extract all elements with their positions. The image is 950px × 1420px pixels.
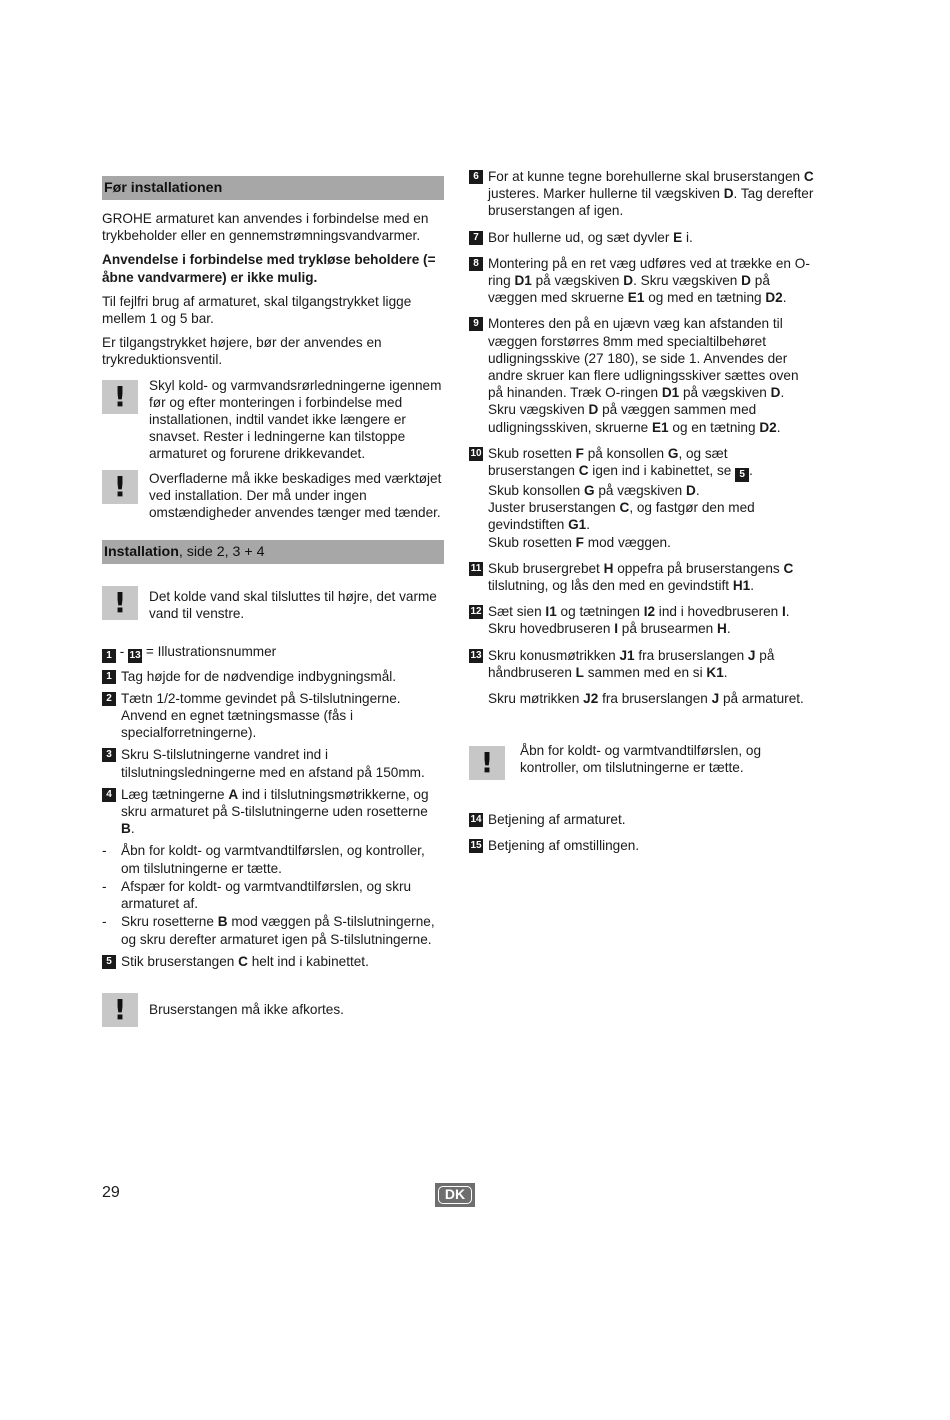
step-text: Skru konusmøtrikken J1 fra bruserslangen J på håndbruseren L sammen med en si K1. [488,647,775,680]
warning-icon: ! [102,470,138,504]
warning-text: Skyl kold- og varmvandsrørledningerne igennem før og efter monteringen i forbindelse med installationen, indtil vandet ikke længere er snavset. Rester i ledningerne kan tilstoppe armaturet og forurene drikkevandet. [149,377,442,462]
step-15 [469,837,814,854]
step-text: Skub rosetten F på konsollen G, og sæt bruserstangen C igen ind i kabinettet, se 5 . Skub konsollen G på vægskiven D. Juster bruserstangen C, og fastgør den med gevindstiften G1. Skub rosetten F mod væggen. [488,445,755,550]
step-number-badge: 4 [102,788,116,802]
step-1 [102,668,444,685]
step-number-badge: 6 [469,170,483,184]
step-text: Bor hullerne ud, og sæt dyvler E i. [488,229,693,245]
step-text: Betjening af omstillingen. [488,838,640,854]
step-number-badge: 14 [470,814,482,826]
step-number-badge: 13 [129,649,141,661]
step-2 [102,690,444,742]
step-text: Læg tætningerne A ind i tilslutningsmøtrikkerne, og skru armaturet på S-tilslutningerne uden rosetterne B. [121,786,429,837]
dash-item-open-check: - Åbn for koldt- og varmtvandtilførslen, og kontroller, om tilslutningerne er tætte. [102,843,425,876]
step-text: For at kunne tegne borehullerne skal bruserstangen C justeres. Marker hullerne til vægskiven D. Tag derefter bruserstangen af igen. [488,169,814,219]
step-number-badge: 3 [102,748,116,762]
step-text: Sæt sien I1 og tætningen I2 ind i hovedbruseren I. Skru hovedbruseren I på brusearmen H. [488,604,790,637]
step-text: Skru S-tilslutningerne vandret ind i tilslutningsledningerne med en afstand på 150mm. [121,747,425,780]
warning-text: Det kolde vand skal tilsluttes til højre, det varme vand til venstre. [149,589,437,622]
intro-paragraph: GROHE armaturet kan anvendes i forbindelse med en trykbeholder eller en gennemstrømningsvandvarmer. [102,211,429,244]
pressure-reducer-paragraph: Er tilgangstrykket højere, bør der anvendes en trykreduktionsventil. [102,335,382,368]
step-3 [102,746,444,780]
step-number-badge: 11 [470,562,482,574]
step-number-badge: 1 [102,670,116,684]
step-10 [469,445,814,551]
dash-item-shut-off: - Afspær for koldt- og varmtvandtilførslen, og skru armaturet af. [102,878,412,912]
warning-flush-pipes [102,377,444,463]
warning-icon: ! [102,586,138,620]
pressure-range-paragraph: Til fejlfri brug af armaturet, skal tilgangstrykket ligge mellem 1 og 5 bar. [102,293,412,327]
step-number-badge: 1 [102,649,116,663]
warning-text: Overfladerne må ikke beskadiges med værktøjet ved installation. Der må under ingen omstændigheder anvendes tænger med tænder. [149,470,442,521]
warning-text: Åbn for koldt- og varmtvandtilførslen, og kontroller, om tilslutningerne er tætte. [520,743,762,776]
warning-no-shortening [102,993,444,1029]
step-text: Betjening af armaturet. [488,812,626,828]
warning-text: Bruserstangen må ikke afkortes. [149,1001,344,1017]
language-badge [435,1183,475,1207]
illustration-legend: 1 - 13 = Illustrationsnummer [102,643,444,663]
step-reference-badge: 5 [735,468,749,482]
section-title: Installation [104,544,179,561]
warning-check-tight [469,742,814,778]
step-number-badge: 7 [469,231,483,245]
warning-icon: ! [102,380,138,414]
page-number: 29 [102,1184,120,1201]
section-title: Før installationen [104,180,223,196]
left-column [102,176,444,1029]
step-7 [469,229,814,246]
step-text: Tag højde for de nødvendige indbygningsmål. [121,668,397,684]
step-6 [469,168,814,220]
step-8 [469,255,814,307]
dash-item-rosettes: - Skru rosetterne B mod væggen på S-tilslutningerne, og skru derefter armaturet igen på S-tilslutningerne. [102,914,435,947]
step-text: Skub brusergrebet H oppefra på bruserstangens C tilslutning, og lås den med en gevindstift H1. [488,560,794,594]
step-text: Montering på en ret væg udføres ved at trække en O-ring D1 på vægskiven D. Skru vægskiven D på væggen med skruerne E1 og med en tætning D2. [488,255,810,306]
step-text: Monteres den på en ujævn væg kan afstanden til væggen forstørres 8mm med specialtilbehøret udligningsskive (27 180), se side 1. Anvendes der andre skruer kan flere udligningsskiver sættes oven på hinanden. Træk O-ringen D1 på vægskiven D. Skru vægskiven D på væggen sammen med udligningsskiven, skruerne E1 og en tætning D2. [488,316,799,435]
step-9 [469,315,814,435]
step-text: Tætn 1/2-tomme gevindet på S-tilslutningerne. Anvend en egnet tætningsmasse (fås i specialforretningerne). [121,690,401,741]
step-5 [102,953,444,970]
right-column [469,168,814,860]
step-13 [469,647,814,681]
warning-surfaces [102,470,444,522]
warning-icon: ! [102,993,138,1027]
step-14 [469,811,814,828]
section-subtitle: , side 2, 3 + 4 [178,544,265,561]
warning-cold-hot [102,584,444,622]
step-11 [469,560,814,594]
step-4 [102,786,444,838]
language-code: DK [438,1186,472,1204]
step-13-continuation: Skru møtrikken J2 fra bruserslangen J på armaturet. [488,691,804,707]
step-number-badge: 15 [470,840,482,852]
warning-icon: ! [469,746,505,780]
step-number-badge: 8 [469,257,483,271]
dash-text: Afspær for koldt- og varmtvandtilførslen, og skru armaturet af. [121,878,412,912]
step-number-badge: 5 [102,955,116,969]
step-number-badge: 2 [102,692,116,706]
section-header-installation [102,540,444,564]
section-header-before-installation [102,176,444,200]
step-number-badge: 13 [470,649,482,661]
step-number-badge: 9 [469,317,483,331]
dash-text: Skru rosetterne B mod væggen på S-tilslutningerne, og skru derefter armaturet igen på S-tilslutningerne. [121,914,435,947]
unpressurized-note: Anvendelse i forbindelse med trykløse beholdere (= åbne vandvarmere) er ikke mulig. [102,252,436,285]
step-number-badge: 10 [470,447,482,459]
step-text: Stik bruserstangen C helt ind i kabinettet. [121,953,369,969]
dash-text: Åbn for koldt- og varmtvandtilførslen, og kontroller, om tilslutningerne er tætte. [121,843,425,876]
step-12 [469,603,814,637]
step-number-badge: 12 [470,606,482,618]
